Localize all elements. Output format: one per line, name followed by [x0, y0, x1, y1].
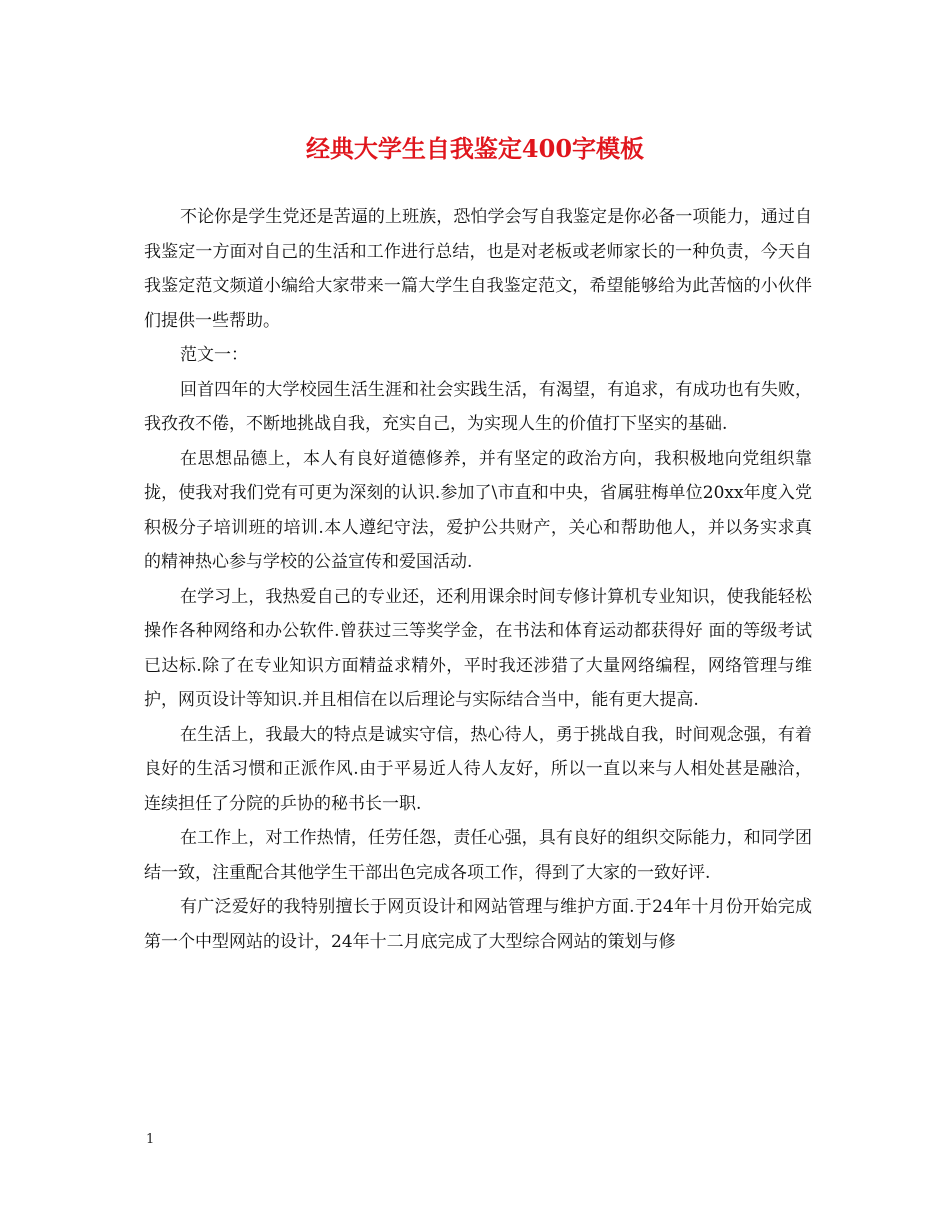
paragraph-hobbies: 有广泛爱好的我特别擅长于网页设计和网站管理与维护方面.于24年十月份开始完成第一个中型网站的设计，24年十二月底完成了大型综合网站的策划与修	[144, 897, 812, 952]
paragraph-study: 在学习上，我热爱自己的专业还，还利用课余时间专修计算机专业知识，使我能轻松操作各种网络和办公软件.曾获过三等奖学金，在书法和体育运动都获得好 面的等级考试已达标.除了在专业知识方面精益求精外，平时我还涉猎了大量网络编程，网络管理与维护，网页设计等知识.并且相信在以后理论与实际结合当中，能有更大提高.	[144, 586, 812, 710]
paragraph-ideology: 在思想品德上，本人有良好道德修养，并有坚定的政治方向，我积极地向党组织靠拢，使我对我们党有可更为深刻的认识.参加了\市直和中央，省属驻梅单位20xx年度入党积极分子培训班的培训.本人遵纪守法，爱护公共财产，关心和帮助他人，并以务实求真的精神热心参与学校的公益宣传和爱国活动.	[144, 448, 812, 572]
paragraph-review: 回首四年的大学校园生活生涯和社会实践生活，有渴望，有追求，有成功也有失败，我孜孜不倦，不断地挑战自我，充实自己，为实现人生的价值打下坚实的基础.	[144, 379, 812, 434]
paragraph-life: 在生活上，我最大的特点是诚实守信，热心待人，勇于挑战自我，时间观念强，有着良好的生活习惯和正派作风.由于平易近人待人友好，所以一直以来与人相处甚是融洽，连续担任了分院的乒协的秘书长一职.	[144, 724, 812, 814]
page-number: 1	[146, 1132, 155, 1147]
document-title: 经典大学生自我鉴定400字模板	[305, 134, 645, 163]
paragraph-work: 在工作上，对工作热情，任劳任怨，责任心强，具有良好的组织交际能力，和同学团结一致，注重配合其他学生干部出色完成各项工作，得到了大家的一致好评.	[144, 828, 812, 883]
document-body	[144, 200, 812, 959]
paragraph-intro: 不论你是学生党还是苦逼的上班族，恐怕学会写自我鉴定是你必备一项能力，通过自我鉴定一方面对自己的生活和工作进行总结，也是对老板或老师家长的一种负责，今天自我鉴定范文频道小编给大家带来一篇大学生自我鉴定范文，希望能够给为此苦恼的小伙伴们提供一些帮助。	[144, 207, 812, 331]
paragraph-sample-heading: 范文一：	[180, 345, 248, 365]
